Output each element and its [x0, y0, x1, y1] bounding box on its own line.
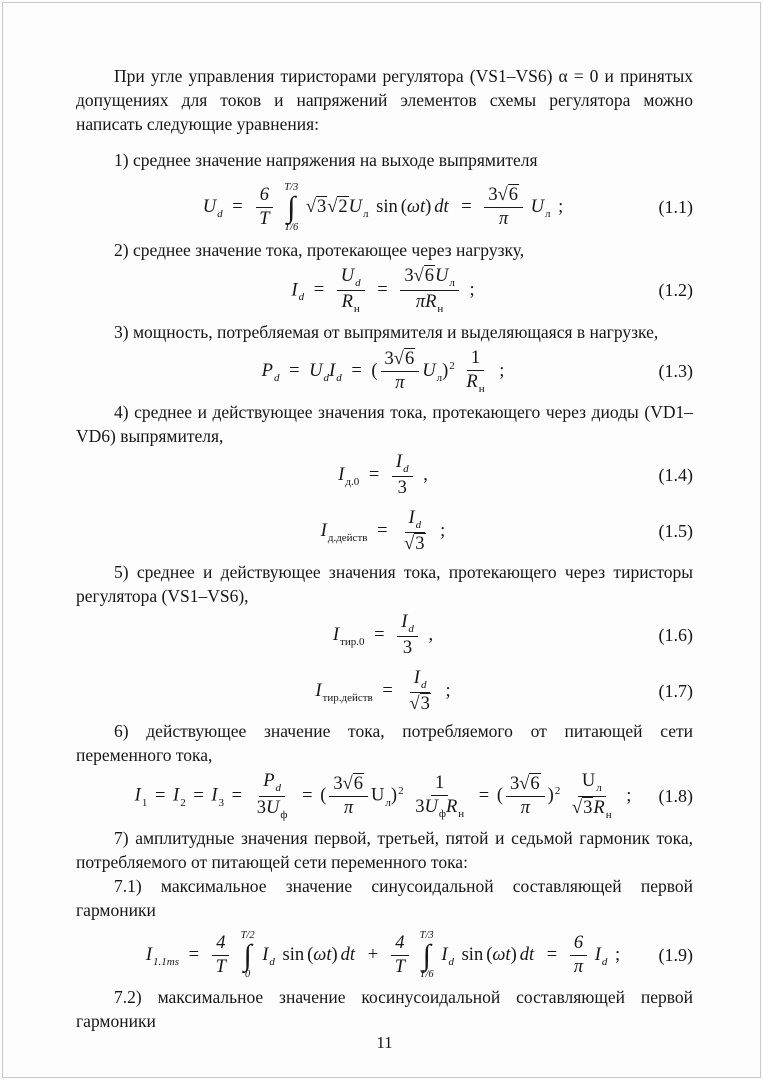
equation-1-7	[76, 668, 693, 716]
fraction: $\frac{I_d}{√3}$	[404, 507, 425, 555]
equation-number-1-7: (1.7)	[658, 680, 693, 701]
integral: T/2 ∫ 0	[240, 929, 255, 981]
sqrt-6: √6	[342, 773, 364, 794]
list-item-7: 7) амплитудные значения первой, третьей, пятой и седьмой гармоник тока, потребляемого от питающей сети переменного тока:	[76, 827, 693, 872]
equation-number-1-8: (1.8)	[658, 786, 693, 807]
list-item-7-1: 7.1) максимальное значение синусоидальной составляющей первой гармоники	[76, 875, 693, 920]
formula-1-4: $I_{д.0}$ = $\frac{I_d}{3}$ ,	[338, 451, 428, 499]
fraction: $\frac{I_d}{3}$	[392, 452, 413, 500]
sqrt-3: √3	[571, 798, 593, 819]
fraction: $\frac{4}{T}$	[391, 933, 409, 979]
equation-1-2	[76, 266, 693, 316]
fraction: $\frac{I_d}{√3}$	[409, 667, 430, 715]
sqrt-3: √3	[404, 534, 425, 555]
formula-1-1: $U_d$ = $\frac{6}{T}$ T/3 ∫ T/6 $√3√2U_л$ sin (ωt) dt = $\frac{3√6}{\pi}$ $U_л$ ;	[202, 182, 564, 233]
equation-number-1-5: (1.5)	[658, 521, 693, 542]
equation-1-4	[76, 452, 693, 500]
formula-1-2: $I_d$ = $\frac{U_d}{R_н}$ = $\frac{3√6U_л}{\pi R_н}$ ;	[291, 265, 475, 316]
intro-paragraph: При угле управления тиристорами регулятора (VS1–VS6) α = 0 и принятых допущениях для токов и напряжений элементов схемы регулятора можно написать следующие уравнения:	[76, 66, 693, 134]
sqrt-6: √6	[393, 349, 415, 370]
fraction: $\frac{1}{R_н}$	[466, 347, 485, 396]
equation-1-3	[76, 348, 693, 396]
fraction: $\frac{6}{\pi}$	[570, 933, 587, 979]
sqrt-6: √6	[413, 265, 434, 286]
equation-number-1-3: (1.3)	[658, 361, 693, 382]
equation-1-8	[76, 771, 693, 821]
list-item-2: 2) среднее значение тока, протекающее через нагрузку,	[114, 239, 525, 260]
formula-1-6: $I_{тир.0}$ = $\frac{I_d}{3}$ ,	[332, 611, 434, 659]
equation-number-1-1: (1.1)	[658, 197, 693, 218]
list-item-6: 6) действующее значение тока, потребляемого от питающей сети переменного тока,	[76, 721, 693, 766]
formula-1-9: $I_{1.1ms}$ = $\frac{4}{T}$ T/2 ∫ 0 $I_d$ sin (ωt) dt + $\frac{4}{T}$ T/3 ∫ T/6 $I_d$ sin (ωt) dt = $\frac{6}{\pi}$ $I_d$ ;	[145, 929, 621, 981]
fraction: $\frac{3√6}{\pi}$	[484, 185, 523, 231]
fraction: $\frac{U_л}{√3R_н}$	[571, 771, 612, 822]
sqrt-6: √6	[519, 773, 540, 794]
equation-1-1	[76, 182, 693, 234]
sqrt-2: √2	[327, 197, 348, 218]
fraction: $\frac{3√6}{\pi}$	[381, 349, 420, 395]
sqrt-3: √3	[305, 197, 327, 218]
equation-1-5	[76, 508, 693, 556]
sqrt-6: √6	[497, 185, 519, 206]
equation-number-1-2: (1.2)	[658, 280, 693, 301]
formula-1-5: $I_{д.действ}$ = $\frac{I_d}{√3}$ ;	[320, 507, 446, 555]
fraction: $\frac{4}{T}$	[212, 933, 230, 979]
fraction: $\frac{6}{T}$	[255, 185, 273, 231]
integral-sign: ∫	[243, 938, 252, 972]
fraction: $\frac{3√6}{\pi}$	[506, 774, 545, 820]
sqrt-3: √3	[409, 694, 430, 715]
integral-sign: ∫	[422, 938, 431, 972]
integral: T/3 ∫ T/6	[284, 182, 299, 233]
fraction: $\frac{1}{3U_фR_н}$	[415, 772, 465, 820]
list-item-4: 4) среднее и действующее значения тока, протекающего через диоды (VD1–VD6) выпрямителя,	[76, 401, 693, 446]
equation-1-6	[76, 612, 693, 660]
equation-number-1-6: (1.6)	[658, 625, 693, 646]
integral-sign: ∫	[287, 191, 296, 225]
formula-1-8: $I_1 = I_2 = I_3$ = $\frac{P_d}{3U_ф}$ = ( $\frac{3√6}{\pi}$ $U_л)^2$ $\frac{1}{3U_фR_н}$ = ( $\frac{3√6}{\pi}$ )$^2$ $\frac{U_л}{√3R_н}$ ;	[134, 771, 632, 822]
formula-1-3: $P_d = U_dI_d$ = ( $\frac{3√6}{\pi}$ $U_л)^2$ $\frac{1}{R_н}$ ;	[261, 347, 505, 396]
list-item-1: 1) среднее значение напряжения на выходе выпрямителя	[114, 150, 538, 170]
integral: T/3 ∫ T/6	[419, 929, 434, 981]
equation-number-1-9: (1.9)	[658, 945, 693, 966]
list-item-3: 3) мощность, потребляемая от выпрямителя и выделяющаяся в нагрузке,	[114, 321, 659, 342]
page-number: 11	[376, 1033, 393, 1053]
fraction: $\frac{3√6U_л}{\pi R_н}$	[400, 266, 459, 316]
list-item-5: 5) среднее и действующее значения тока, протекающего через тиристоры регулятора (VS1–VS6),	[76, 561, 693, 606]
fraction: $\frac{3√6}{\pi}$	[329, 774, 368, 820]
equation-1-9	[76, 930, 693, 982]
fraction: $\frac{P_d}{3U_ф}$	[256, 771, 288, 822]
fraction: $\frac{I_d}{3}$	[397, 612, 418, 660]
list-item-7-2: 7.2) максимальное значение косинусоидальной составляющей первой гармоники	[76, 987, 693, 1032]
fraction: $\frac{U_d}{R_н}$	[337, 266, 365, 316]
equation-number-1-4: (1.4)	[658, 465, 693, 486]
formula-1-7: $I_{тир.действ}$ = $\frac{I_d}{√3}$ ;	[315, 667, 451, 715]
